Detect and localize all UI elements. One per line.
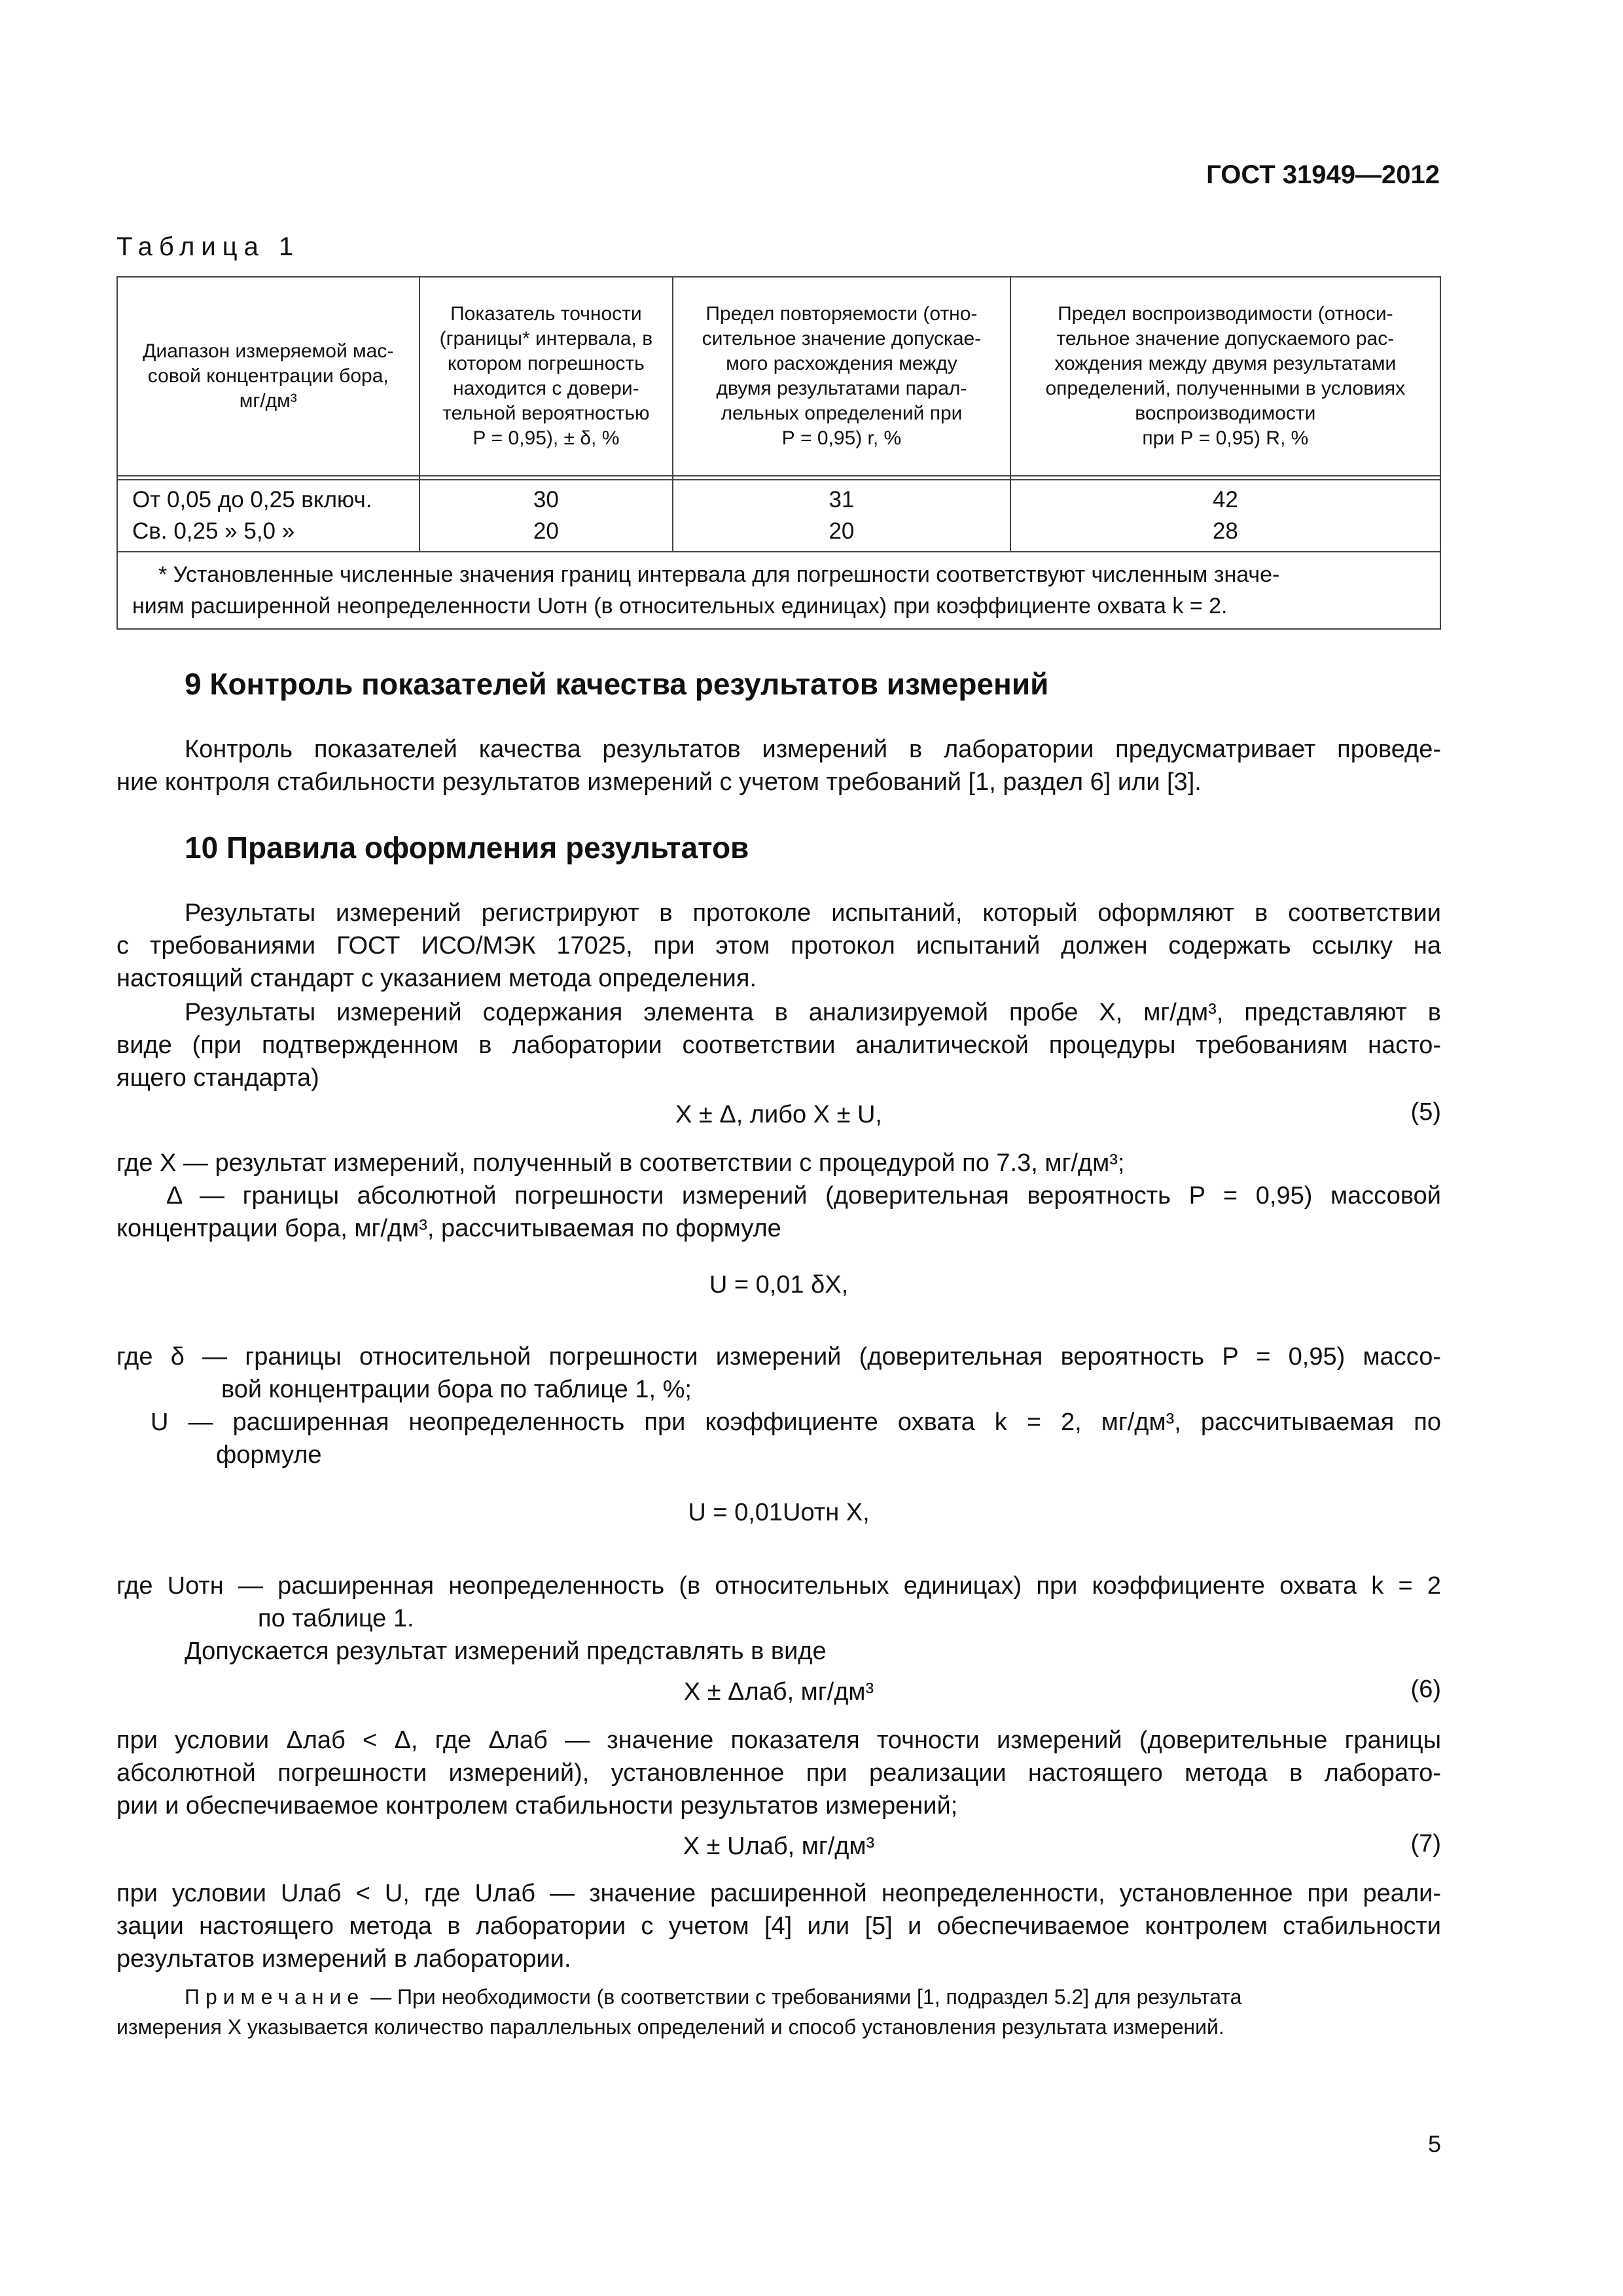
section-10-paragraph-1: Результаты измерений регистрируют в протоколе испытаний, который оформляют в соответствии с требованиями ГОСТ ИСО/МЭК 17025, при этом протокол испытаний должен содержать ссылку на настоящий стандарт с указанием метода определения. <box>116 899 1441 992</box>
where-delta: Δ — границы абсолютной погрешности измерений (доверительная вероятность P = 0,95) массовой концентрации бора, мг/дм³, рассчитываемая по формуле <box>116 1182 1441 1242</box>
table-footnote-row <box>117 552 1440 629</box>
header-range: Диапазон измеряемой мас- совой концентрации бора, мг/дм³ <box>117 277 419 476</box>
where-small-delta: где δ — границы относительной погрешности измерений (доверительная вероятность P = 0,95) массо- вой концентрации бора по таблице 1, %; <box>116 1343 1441 1403</box>
equation-5-number: (5) <box>1410 1098 1441 1126</box>
condition-7: при условии Uлаб < U, где Uлаб — значение расширенной неопределенности, установленное при реали- зации настоящего метода в лаборатории с учетом [4] или [5] и обеспечиваемое контролем стабильности результатов измерений в лаборатории. <box>116 1880 1441 1973</box>
table-body-row <box>117 480 1440 552</box>
range-cell: От 0,05 до 0,25 включ. Св. 0,25 » 5,0 » <box>117 480 419 552</box>
equation-6: X ± Δлаб, мг/дм³ <box>683 1678 874 1706</box>
note-text-1: — При необходимости (в соответствии с требованиями [1, подраздел 5.2] для результата <box>365 1985 1242 2009</box>
header-repeatability: Предел повторяемости (отно- сительное значение допускае- мого расхождения между двумя результатами парал- лельных определений при Р = 0,95) r, % <box>673 277 1010 476</box>
where-x: где X — результат измерений, полученный в соответствии с процедурой по 7.3, мг/дм³; <box>116 1149 1125 1177</box>
page-number: 5 <box>1427 2130 1441 2157</box>
reproducibility-cell: 42 28 <box>1010 480 1440 552</box>
where-u: U — расширенная неопределенность при коэффициенте охвата k = 2, мг/дм³, рассчитываемая по формуле <box>151 1408 1441 1469</box>
equation-5: X ± Δ, либо X ± U, <box>675 1101 882 1128</box>
section-10-heading: 10 Правила оформления результатов <box>185 831 749 865</box>
note-label: Примечание <box>185 1985 365 2009</box>
repeatability-cell: 31 20 <box>673 480 1010 552</box>
table-caption: Таблица 1 <box>116 232 300 261</box>
section-10-paragraph-2: Результаты измерений содержания элемента в анализируемой пробе X, мг/дм³, представляют в виде (при подтвержденном в лаборатории соответствии аналитической процедуры требованиям насто- ящего стандарта) <box>116 999 1441 1092</box>
where-u-otn: где Uотн — расширенная неопределенность (в относительных единицах) при коэффициенте охвата k = 2 по таблице 1. <box>116 1572 1441 1632</box>
document-id: ГОСТ 31949—2012 <box>1206 160 1440 189</box>
note <box>116 1982 1441 2042</box>
accuracy-cell: 30 20 <box>419 480 673 552</box>
table-footnote: * Установленные численные значения границ интервала для погрешности соответствуют численным значе- ниям расширенной неопределенности Uотн (в относительных единицах) при коэффициенте охвата k = 2. <box>117 552 1440 629</box>
condition-6: при условии Δлаб < Δ, где Δлаб — значение показателя точности измерений (доверительные границы абсолютной погрешности измерений), установленное при реализации настоящего метода в лаборато- рии и обеспечиваемое контролем стабильности результатов измерений; <box>116 1727 1441 1820</box>
header-reproducibility: Предел воспроизводимости (относи- тельное значение допускаемого рас- хождения между двумя результатами определений, полученными в условиях воспроизводимости при Р = 0,95) R, % <box>1010 277 1440 476</box>
equation-u-1: U = 0,01 δX, <box>709 1271 849 1299</box>
header-accuracy: Показатель точности (границы* интервала, в котором погрешность находится с довери- тельной вероятностью Р = 0,95), ± δ, % <box>419 277 673 476</box>
equation-u-2: U = 0,01Uотн X, <box>688 1499 870 1526</box>
note-text-2: измерения X указывается количество параллельных определений и способ установления результата измерений. <box>116 2015 1224 2039</box>
section-9-heading: 9 Контроль показателей качества результатов измерений <box>185 667 1049 701</box>
accuracy-table <box>116 276 1441 630</box>
permission-paragraph: Допускается результат измерений представлять в виде <box>185 1638 827 1665</box>
equation-7: X ± Uлаб, мг/дм³ <box>683 1833 875 1860</box>
equation-7-number: (7) <box>1410 1830 1441 1857</box>
table-header-row <box>117 277 1440 476</box>
section-9-paragraph: Контроль показателей качества результатов измерений в лаборатории предусматривает проведе- ние контроля стабильности результатов измерений с учетом требований [1, раздел 6] или [3]. <box>116 736 1441 796</box>
equation-6-number: (6) <box>1410 1676 1441 1703</box>
